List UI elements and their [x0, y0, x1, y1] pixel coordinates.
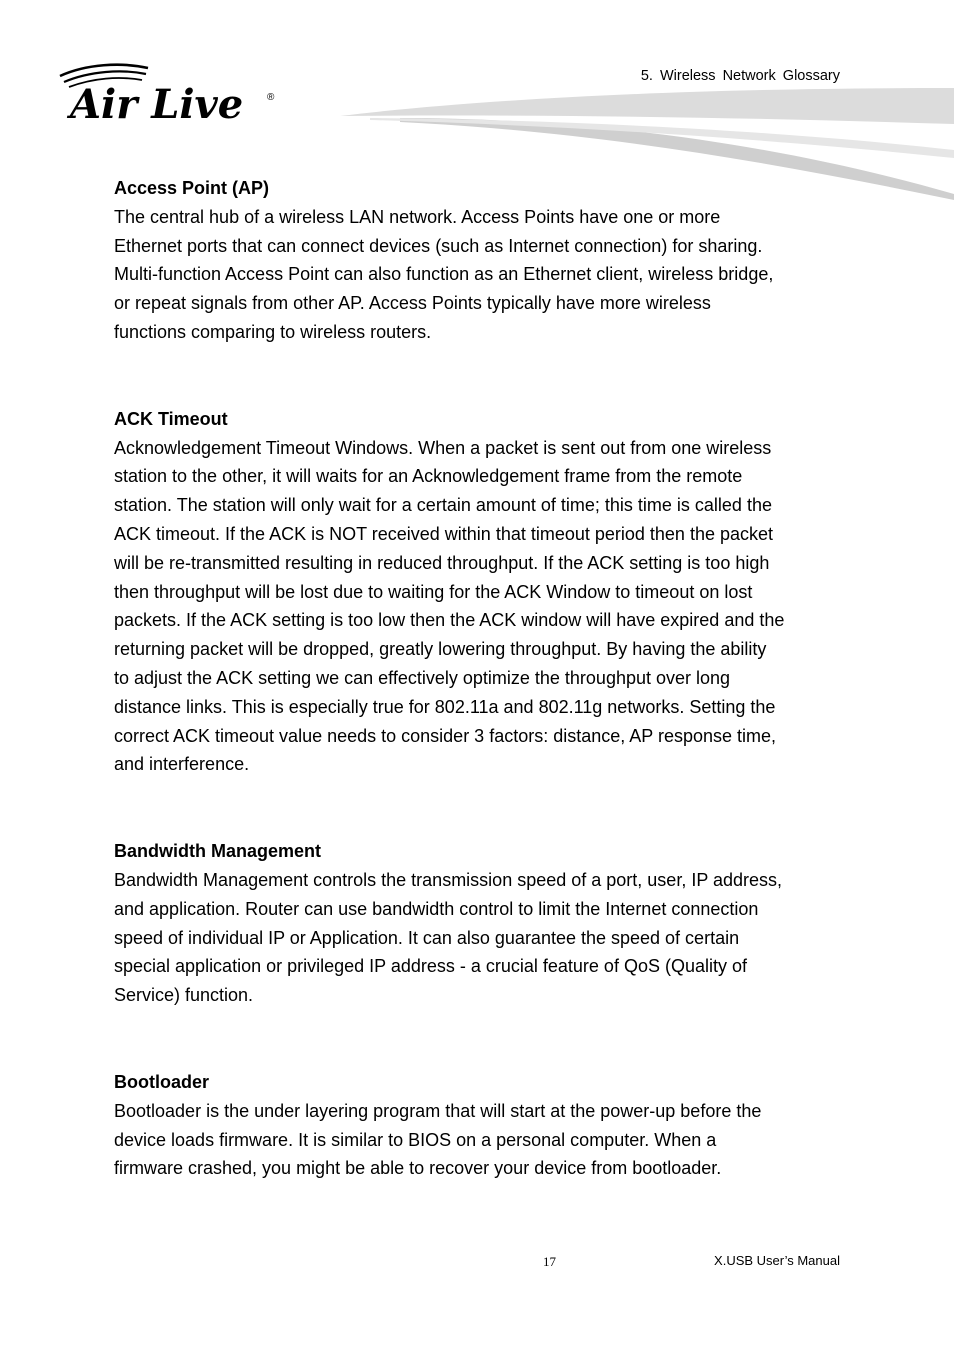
term-title: Bootloader [114, 1071, 210, 1092]
term-title: ACK Timeout [114, 408, 228, 429]
term-definition: Bandwidth Management controls the transmission speed of a port, user, IP address, and application. Router can use bandwidth control to limit the Internet connection speed of individual IP or Application. It can also guarantee the speed of certain special application or privileged IP address - a crucial feature of QoS (Quality of Service) function. [114, 869, 783, 1006]
glossary-entry-access-point [114, 174, 834, 347]
chapter-heading: 5. Wireless Network Glossary [640, 68, 840, 84]
term-definition: Bootloader is the under layering program that will start at the power-up before the device loads firmware. It is similar to BIOS on a personal computer. When a firmware crashed, you might be able to recover your device from bootloader. [114, 1100, 762, 1179]
term-title: Access Point (AP) [114, 178, 270, 198]
glossary-entry-ack-timeout [114, 405, 834, 779]
registered-mark: ® [267, 92, 275, 103]
term-definition: Acknowledgement Timeout Windows. When a packet is sent out from one wireless station to the other, it will waits for an Acknowledgement frame from the remote station. The station will only wait for a certain amount of time; this time is called the ACK timeout. If the ACK is NOT received within that timeout period then the packet will be re-transmitted resulting in reduced throughput. If the ACK setting is too high then throughput will be lost due to waiting for the ACK Window to timeout on lost packets. If the ACK setting is too low then the ACK window will have expired and the returning packet will be dropped, greatly lowering throughput. By having the ability to adjust the ACK setting we can effectively optimize the throughput over long distance links. This is especially true for 802.11a and 802.11g networks. Setting the correct ACK timeout value needs to consider 3 factors: distance, AP response time, and interference. [114, 437, 785, 775]
manual-title: X.USB User’s Manual [714, 1253, 840, 1268]
logo-text: Air Live [70, 81, 244, 126]
glossary-entry-bandwidth-management [114, 837, 834, 1010]
glossary-content [114, 174, 834, 1241]
airlive-logo [56, 60, 286, 126]
page-number: 17 [543, 1254, 556, 1269]
term-title: Bandwidth Management [114, 841, 322, 862]
glossary-entry-bootloader [114, 1068, 834, 1183]
term-definition: The central hub of a wireless LAN network. Access Points have one or more Ethernet ports that can connect devices (such as Internet connection) for sharing. Multi-function Access Point can also function as an Ethernet client, wireless bridge, or repeat signals from other AP. Access Points typically have more wireless functions comparing to wireless routers. [114, 206, 774, 342]
